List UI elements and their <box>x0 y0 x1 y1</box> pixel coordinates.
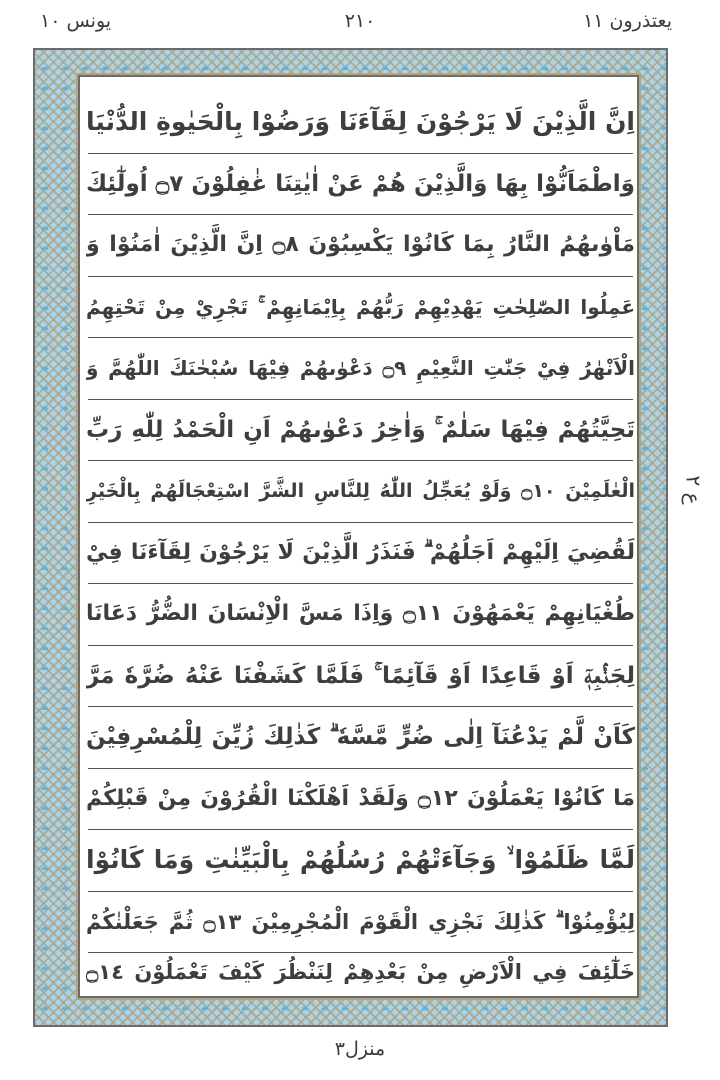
text-line: لِيُؤْمِنُوْا ۗ كَذٰلِكَ نَجْزِي الْقَوْمَ الْمُجْرِمِيْنَ ۝١٣ ثُمَّ جَعَلْنٰكُمْ <box>86 910 635 934</box>
text-line: الْعٰلَمِيْنَ ۝١٠ وَلَوْ يُعَجِّلُ اللّٰهُ لِلنَّاسِ الشَّرَّ اسْتِعْجَالَهُمْ بِالْخَيْرِ <box>86 480 635 502</box>
line-separator <box>88 706 633 707</box>
line-separator <box>88 276 633 277</box>
text-line: طُغْيَانِهِمْ يَعْمَهُوْنَ ۝١١ وَاِذَا مَسَّ الْاِنْسَانَ الضُّرُّ دَعَانَا <box>86 601 635 626</box>
text-line: كَاَنْ لَّمْ يَدْعُنَآ اِلٰى ضُرٍّ مَّسَّهٗ ۗ كَذٰلِكَ زُيِّنَ لِلْمُسْرِفِيْنَ <box>86 724 635 750</box>
text-line: لَقُضِيَ اِلَيْهِمْ اَجَلُهُمْ ۗ فَنَذَرُ الَّذِيْنَ لَا يَرْجُوْنَ لِقَآءَنَا فِيْ <box>86 540 635 565</box>
line-separator <box>88 460 633 461</box>
line-separator <box>88 768 633 769</box>
text-line: الْاَنْهٰرُ فِيْ جَنّٰتِ النَّعِيْمِ ۝٩ دَعْوٰىهُمْ فِيْهَا سُبْحٰنَكَ اللّٰهُمَّ وَ <box>86 356 635 380</box>
ruku-marker <box>676 445 712 535</box>
line-separator <box>88 399 633 400</box>
text-line: لَمَّا ظَلَمُوْا ۙ وَجَآءَتْهُمْ رُسُلُهُمْ بِالْبَيِّنٰتِ وَمَا كَانُوْا <box>86 845 635 874</box>
line-separator <box>88 583 633 584</box>
text-line: تَحِيَّتُهُمْ فِيْهَا سَلٰمٌ ۚ وَاٰخِرُ دَعْوٰىهُمْ اَنِ الْحَمْدُ لِلّٰهِ رَبِّ <box>86 417 635 443</box>
line-separator <box>88 337 633 338</box>
line-separator <box>88 153 633 154</box>
text-line: لِجَنْۢبِهٖٓ اَوْ قَاعِدًا اَوْ قَآئِمًا ۚ فَلَمَّا كَشَفْنَا عَنْهُ ضُرَّهٗ مَرَّ <box>86 663 635 689</box>
text-line: اِنَّ الَّذِيْنَ لَا يَرْجُوْنَ لِقَآءَنَا وَرَضُوْا بِالْحَيٰوةِ الدُّنْيَا <box>86 107 635 136</box>
text-line: وَاطْمَاَنُّوْا بِهَا وَالَّذِيْنَ هُمْ عَنْ اٰيٰتِنَا غٰفِلُوْنَ ۝٧ اُولٰٓئِكَ <box>86 171 635 197</box>
line-separator <box>88 522 633 523</box>
line-separator <box>88 952 633 953</box>
line-separator <box>88 645 633 646</box>
juz-name: يعتذرون ١١ <box>583 10 672 32</box>
page-number: ٢١٠ <box>344 10 376 32</box>
text-line: خَلٰٓئِفَ فِي الْاَرْضِ مِنْ بَعْدِهِمْ لِنَنْظُرَ كَيْفَ تَعْمَلُوْنَ ۝١٤ <box>86 960 635 984</box>
manzil-label: منزل٣ <box>334 1038 386 1060</box>
surah-name: يونس ١٠ <box>40 10 112 32</box>
text-line: مَا كَانُوْا يَعْمَلُوْنَ ۝١٢ وَلَقَدْ اَهْلَكْنَا الْقُرُوْنَ مِنْ قَبْلِكُمْ <box>86 786 635 811</box>
line-separator <box>88 829 633 830</box>
text-line: مَاْوٰىهُمُ النَّارُ بِمَا كَانُوْا يَكْسِبُوْنَ ۝٨ اِنَّ الَّذِيْنَ اٰمَنُوْا وَ <box>86 232 635 257</box>
ruku-marker-text: ع ٢ <box>681 475 706 505</box>
line-separator <box>88 891 633 892</box>
line-separator <box>88 214 633 215</box>
text-line: عَمِلُوا الصّٰلِحٰتِ يَهْدِيْهِمْ رَبُّهُمْ بِاِيْمَانِهِمْ ۚ تَجْرِيْ مِنْ تَحْتِهِمُ <box>86 295 635 319</box>
